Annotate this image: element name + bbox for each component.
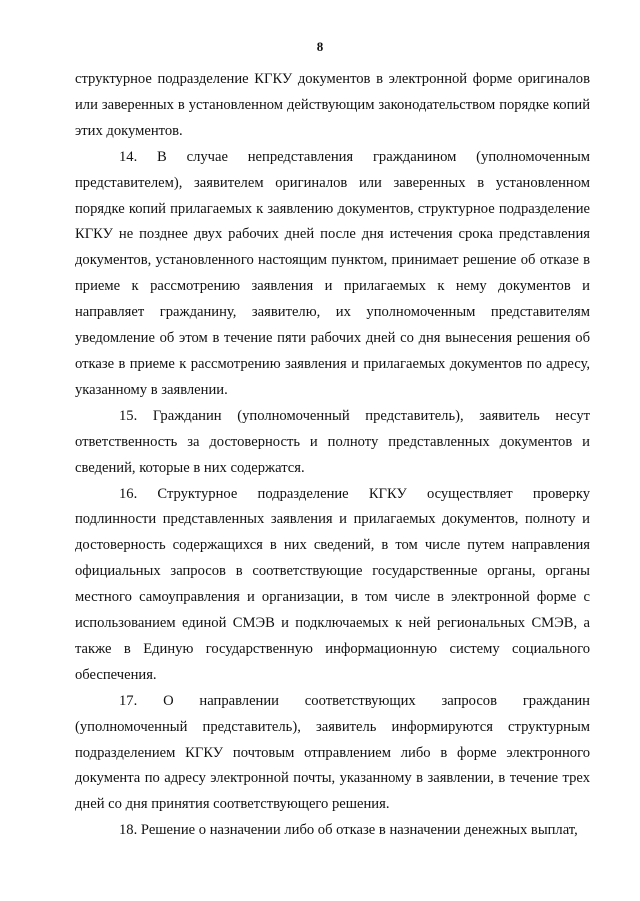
paragraph-18: 18. Решение о назначении либо об отказе в назначении денежных выплат,	[119, 822, 578, 839]
paragraph-continuation: структурное подразделение КГКУ документов в электронной форме оригиналов или заверенных в установленном действующим законодательством порядке копий этих документов.	[75, 71, 590, 139]
body-text	[75, 67, 590, 844]
page-number: 8	[316, 39, 324, 54]
paragraph-17: 17. О направлении соответствующих запросов гражданин (уполномоченный представитель), заявитель информируются структурным подразделением КГКУ почтовым отправлением либо в форме электронного документа по адресу электронной почты, указанному в заявлении, в течение трех дней со дня принятия соответствующего решения.	[75, 692, 590, 813]
paragraph-15: 15. Гражданин (уполномоченный представитель), заявитель несут ответственность за достоверность и полноту представленных документов и сведений, которые в них содержатся.	[75, 407, 590, 476]
paragraph-16: 16. Структурное подразделение КГКУ осуществляет проверку подлинности представленных заявления и прилагаемых документов, полноту и достоверность содержащихся в них сведений, в том числе путем направления официальных запросов в соответствующие государственные органы, органы местного самоуправления и организации, в том числе в электронной форме с использованием единой СМЭВ и подключаемых к ней региональных СМЭВ, а также в Единую государственную информационную систему социального обеспечения.	[75, 485, 590, 683]
paragraph-14: 14. В случае непредставления гражданином (уполномоченным представителем), заявителем оригиналов или заверенных в установленном порядке копий прилагаемых к заявлению документов, структурное подразделение КГКУ не позднее двух рабочих дней после дня истечения срока представления документов, установленного настоящим пунктом, принимает решение об отказе в приеме к рассмотрению заявления и прилагаемых к нему документов и направляет гражданину, заявителю, их уполномоченным представителям уведомление об этом в течение пяти рабочих дней со дня вынесения решения об отказе в приеме к рассмотрению заявления и прилагаемых документов по адресу, указанному в заявлении.	[75, 148, 590, 398]
